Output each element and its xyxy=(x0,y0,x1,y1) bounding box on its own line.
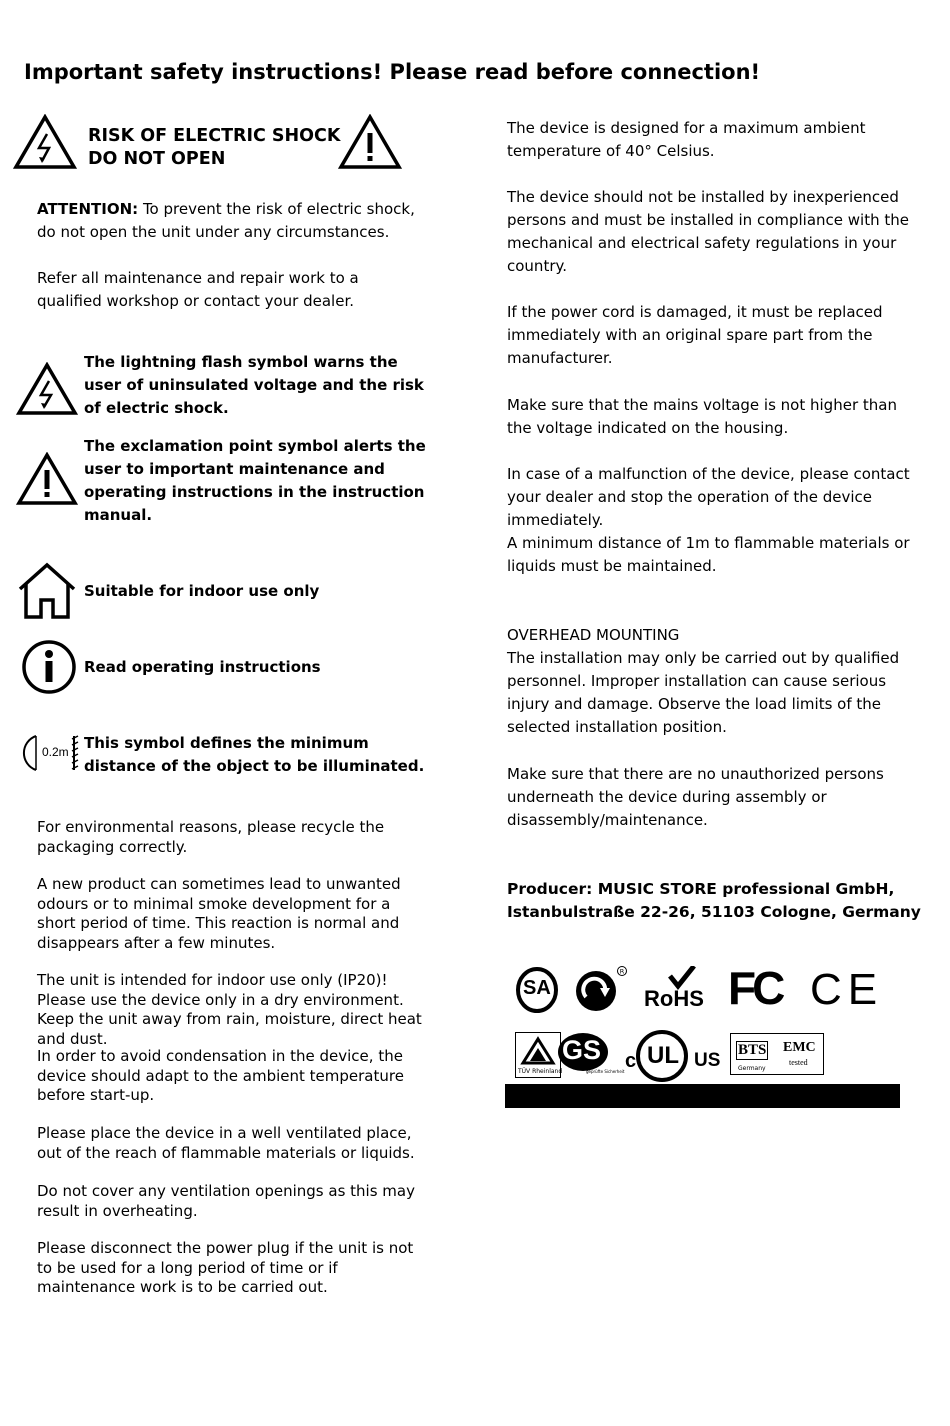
warning-header xyxy=(88,125,340,171)
ul-logo-us: US xyxy=(694,1050,721,1071)
exclamation-triangle-icon xyxy=(338,114,402,170)
ce-logo: CE xyxy=(810,965,884,1014)
producer-line-1: Producer: MUSIC STORE professional GmbH, xyxy=(507,880,895,898)
rohs-logo xyxy=(642,966,714,1014)
minimum-distance-icon xyxy=(22,733,80,773)
right-paragraph: In case of a malfunction of the device, please contact your dealer and stop the operation of the device immediately. xyxy=(507,465,910,529)
csa-logo-text: SA xyxy=(523,977,551,999)
ul-logo xyxy=(622,1028,720,1084)
svg-text:R: R xyxy=(619,967,625,976)
emc-logo-subtext: tested xyxy=(789,1058,808,1067)
overhead-text: The installation may only be carried out by qualified personnel. Improper installation can cause serious injury and damage. Observe the load limits of the selected installation position. xyxy=(507,649,900,736)
rohs-logo-text: RoHS xyxy=(644,986,704,1011)
refer-paragraph: Refer all maintenance and repair work to a qualified workshop or contact your dealer. xyxy=(37,269,359,310)
indoor-symbol-text: Suitable for indoor use only xyxy=(84,582,320,600)
csa-logo xyxy=(515,966,559,1014)
bts-logo-text: BTS xyxy=(738,1042,767,1058)
page-title: Important safety instructions! Please read before connection! xyxy=(24,60,761,84)
bts-emc-logo xyxy=(730,1033,824,1075)
producer-address xyxy=(507,878,921,924)
left-paragraph: For environmental reasons, please recycle the packaging correctly. xyxy=(37,818,385,856)
right-paragraph: Make sure that the mains voltage is not higher than the voltage indicated on the housing. xyxy=(507,396,897,437)
lightning-triangle-icon xyxy=(13,114,77,170)
distance-symbol-text: This symbol defines the minimum distance of the object to be illuminated. xyxy=(84,734,425,775)
gs-logo xyxy=(556,1032,625,1076)
exclamation-triangle-icon xyxy=(16,452,78,506)
minimum-distance-label: 0.2m xyxy=(42,745,69,759)
tuv-logo-text: TÜV Rheinland xyxy=(518,1068,563,1075)
info-circle-icon xyxy=(21,639,77,695)
attention-label: ATTENTION: xyxy=(37,200,139,218)
left-paragraph: Do not cover any ventilation openings as this may result in overheating. xyxy=(37,1182,415,1220)
exclamation-symbol-text: The exclamation point symbol alerts the user to important maintenance and operating instructions in the instruction manual. xyxy=(84,437,426,524)
recycling-logo xyxy=(572,964,630,1014)
gs-logo-subtext: geprüfte Sicherheit xyxy=(586,1069,625,1074)
lightning-triangle-icon xyxy=(16,362,78,416)
bts-logo-subtext: Germany xyxy=(738,1065,766,1072)
overhead-heading: OVERHEAD MOUNTING xyxy=(507,626,680,644)
black-bar-divider xyxy=(505,1084,900,1108)
right-paragraph: If the power cord is damaged, it must be replaced immediately with an original spare part from the manufacturer. xyxy=(507,303,883,367)
overhead-text-2: Make sure that there are no unauthorized persons underneath the device during assembly or disassembly/maintenance. xyxy=(507,765,884,829)
fcc-logo: FC xyxy=(728,962,782,1014)
warning-line-1: RISK OF ELECTRIC SHOCK xyxy=(88,126,341,146)
info-symbol-text: Read operating instructions xyxy=(84,658,321,676)
attention-text: To prevent the risk of electric shock, do not open the unit under any circumstances. xyxy=(37,200,415,241)
producer-line-2: Istanbulstraße 22-26, 51103 Cologne, Germany xyxy=(507,903,921,921)
ul-logo-text: UL xyxy=(647,1042,679,1069)
gs-logo-text: GS xyxy=(562,1035,602,1065)
warning-line-2: DO NOT OPEN xyxy=(88,149,226,169)
left-paragraph: A new product can sometimes lead to unwanted odours or to minimal smoke development for a short period of time. This reaction is normal and disappears after a few minutes. xyxy=(37,875,401,952)
overhead-mounting-section xyxy=(507,624,922,739)
lightning-symbol-text: The lightning flash symbol warns the user of uninsulated voltage and the risk of electric shock. xyxy=(84,353,424,417)
left-paragraph: The unit is intended for indoor use only (IP20)! Please use the device only in a dry environment. Keep the unit away from rain, moisture, direct heat and dust. xyxy=(37,971,422,1048)
tuv-logo xyxy=(515,1032,561,1078)
attention-paragraph xyxy=(37,198,437,244)
right-paragraph: The device should not be installed by inexperienced persons and must be installed in compliance with the mechanical and electrical safety regulations in your country. xyxy=(507,188,909,275)
emc-logo-text: EMC xyxy=(783,1040,816,1055)
left-paragraph: In order to avoid condensation in the device, the device should adapt to the ambient temperature before start-up. xyxy=(37,1047,404,1104)
house-icon xyxy=(17,562,77,620)
left-paragraph: Please place the device in a well ventilated place, out of the reach of flammable materials or liquids. xyxy=(37,1124,415,1162)
right-paragraph: The device is designed for a maximum ambient temperature of 40° Celsius. xyxy=(507,119,866,160)
ul-logo-c: c xyxy=(625,1050,637,1072)
left-paragraph: Please disconnect the power plug if the unit is not to be used for a long period of time or if maintenance work is to be carried out. xyxy=(37,1239,414,1296)
right-paragraph: A minimum distance of 1m to flammable materials or liquids must be maintained. xyxy=(507,534,910,575)
